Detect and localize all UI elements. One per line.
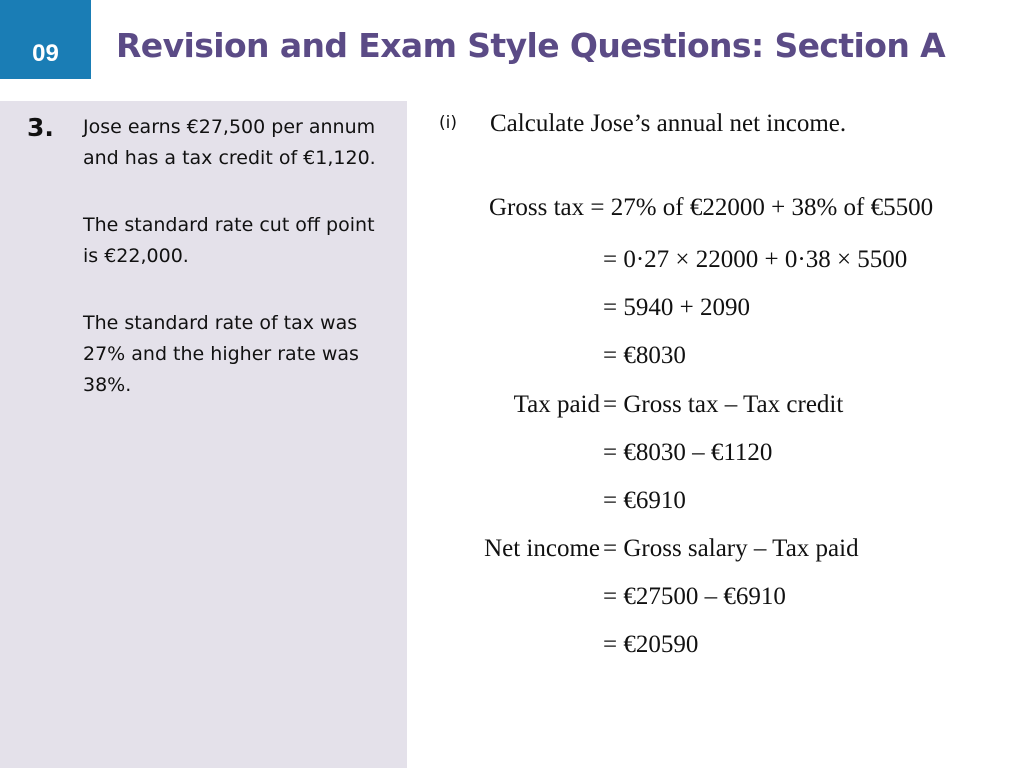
- part-label: (i): [439, 113, 457, 133]
- working-step-2: = 5940 + 2090: [603, 294, 750, 321]
- working-step-5: = €6910: [603, 487, 686, 514]
- slide-title: Revision and Exam Style Questions: Section A: [116, 26, 946, 65]
- question-paragraph-rates: The standard rate of tax was 27% and the higher rate was 38%.: [83, 312, 359, 396]
- gross-tax-line: Gross tax = 27% of €22000 + 38% of €5500: [489, 194, 934, 221]
- question-paragraph-earnings: Jose earns €27,500 per annum and has a tax credit of €1,120.: [83, 116, 376, 169]
- working-step-1: = 0·27 × 22000 + 0·38 × 5500: [603, 246, 908, 273]
- net-income-label: Net income: [484, 535, 600, 562]
- tax-paid-label: Tax paid: [513, 391, 600, 418]
- part-prompt: Calculate Jose’s annual net income.: [490, 110, 847, 137]
- working-step-3: = €8030: [603, 342, 686, 369]
- working-step-6: = €27500 – €6910: [603, 583, 786, 610]
- working-step-7: = €20590: [603, 631, 699, 658]
- question-paragraph-cutoff: The standard rate cut off point is €22,000.: [83, 214, 375, 267]
- net-income-formula: = Gross salary – Tax paid: [603, 535, 859, 562]
- working-step-4: = €8030 – €1120: [603, 439, 773, 466]
- question-number: 3.: [27, 113, 54, 142]
- tax-paid-formula: = Gross tax – Tax credit: [603, 391, 844, 418]
- chapter-number: 09: [32, 40, 59, 67]
